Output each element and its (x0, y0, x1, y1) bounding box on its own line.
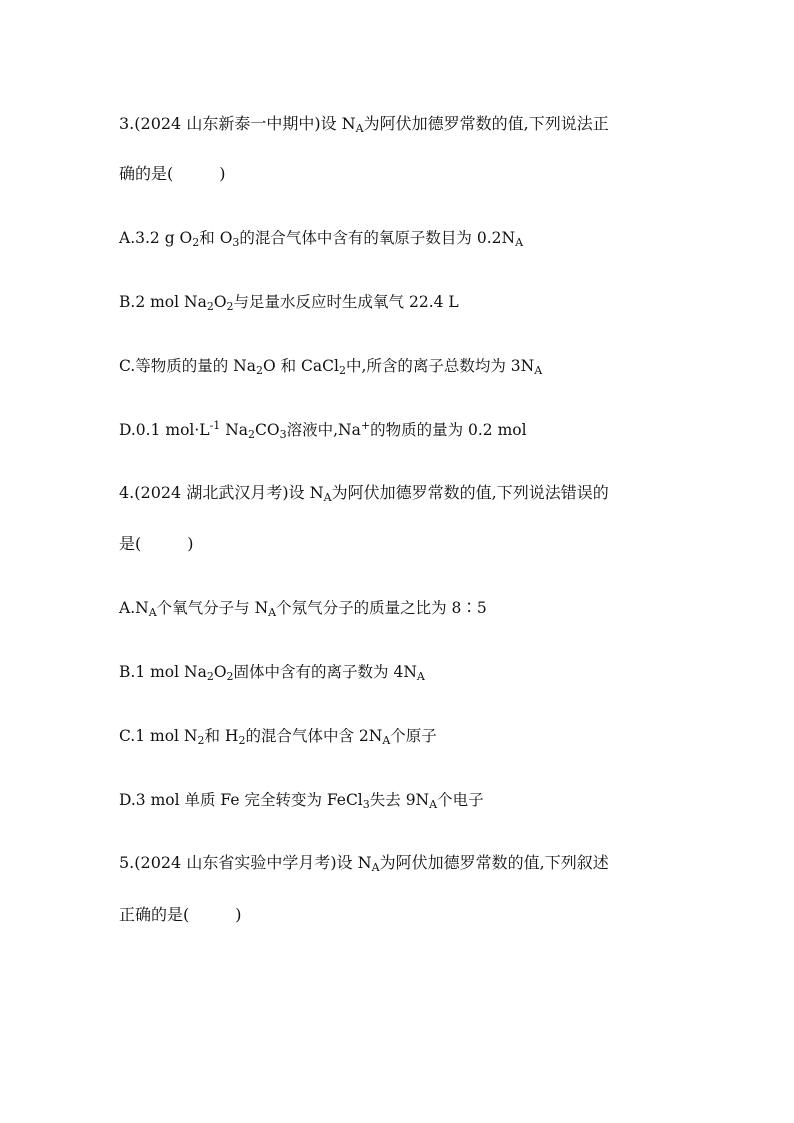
q3-option-c: C.等物质的量的 $Na_2O$ 和 CaCl$_2$中,所含的离子总数均为 $3N_A$ (119, 357, 543, 377)
q5-source: (2024 山东省实验中学月考) (134, 853, 337, 872)
q4-option-a: $A.N_A$个氧气分子与 $N_A$个氖气分子的质量之比为 8∶5 (119, 599, 487, 619)
q3-number: 3. (119, 114, 135, 133)
q3-option-b: B.2 mol $Na_2O_2$与足量水反应时生成氧气 22.4 L (119, 293, 459, 313)
q4-option-d: D.3 mol 单质 Fe 完全转变为 FeCl$_3$失去 $9N_A$个电子 (119, 791, 484, 811)
q3-stem-line2: 确的是( ) (119, 164, 226, 183)
q3-stem-line1: 3.(2024 山东新泰一中期中)设 $N_A$为阿伏加德罗常数的值,下列说法正 (119, 114, 609, 135)
q4-stem-line2: 是( ) (119, 534, 194, 553)
q4-option-b: B.1 mol $Na_2O_2$固体中含有的离子数为 $4N_A$ (119, 663, 425, 683)
q3-option-d: D.0.1 $mol\cdot L^{-1}$ $Na_2CO_3$溶液中,Na+的物质的量为 0.2 mol (119, 419, 527, 441)
q3-option-a: A.3.2 g $O_2$和 $O_3$的混合气体中含有的氧原子数目为 $0.2N_A$ (119, 229, 524, 249)
q4-stem-line1: 4.(2024 湖北武汉月考)设 $N_A$为阿伏加德罗常数的值,下列说法错误的 (119, 483, 609, 504)
q4-source: (2024 湖北武汉月考) (134, 483, 289, 502)
q4-option-c: C.1 mol $N_2$和 $H_2$的混合气体中含 $2N_A$个原子 (119, 727, 437, 747)
q5-stem-line2: 正确的是( ) (119, 905, 242, 924)
q4-number: 4. (119, 483, 135, 502)
q5-stem-line1: 5.(2024 山东省实验中学月考)设 $N_A$为阿伏加德罗常数的值,下列叙述 (119, 853, 609, 874)
q3-source: (2024 山东新泰一中期中) (134, 114, 321, 133)
q5-number: 5. (119, 853, 135, 872)
